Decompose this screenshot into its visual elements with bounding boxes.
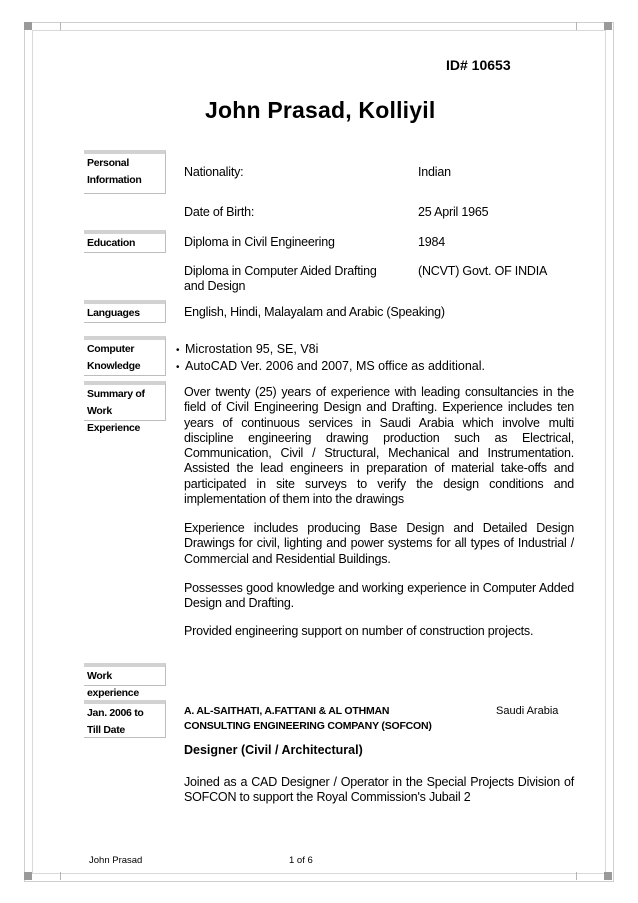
label-line: Work Experience [87,405,141,434]
label-line: Computer [87,343,135,355]
label-line: Jan. 2006 to [87,707,144,719]
nationality-label: Nationality: [184,165,244,179]
dob-label: Date of Birth: [184,205,255,219]
label-line: Summary of [87,388,145,400]
education-course [184,264,377,294]
education-course: Diploma in Civil Engineering [184,235,335,249]
education-course-line: and Design [184,279,246,293]
section-label-personal: Personal Information [84,150,166,194]
footer-name: John Prasad [89,855,143,866]
document-id: ID# 10653 [446,57,511,73]
nationality-value: Indian [418,165,451,179]
summary-paragraph: Over twenty (25) years of experience with leading consultancies in the field of Civil Engineering Design and Drafting. Experience includes ten years of continuous services in Saudi Arabia which involve multi discipline engineering drawing production such as Electrical, Communication, Civil / Structural, Mechanical and Instrumentation. Assisted the lead engineers in preparation of material take-offs and participated in site surveys to verify the design conditions and implementation of them into the drawings [184,385,574,507]
frame-tick [60,872,61,880]
dob-value: 25 April 1965 [418,205,489,219]
job-role: Designer (Civil / Architectural) [184,743,363,757]
corner-mark-bottom-left [24,872,32,880]
list-item: • Microstation 95, SE, V8i [176,342,485,359]
work-period [84,700,166,738]
frame-tick [60,22,61,30]
section-label-computer [84,336,166,376]
company-name [184,704,432,734]
job-description: Joined as a CAD Designer / Operator in the Special Projects Division of SOFCON to support the Royal Commission's Jubail 2 [184,775,574,805]
education-course-line: Diploma in Computer Aided Drafting [184,264,377,278]
label-line: Till Date [87,724,125,736]
company-location: Saudi Arabia [496,705,559,717]
frame-tick [576,22,577,30]
summary-paragraph: Experience includes producing Base Design and Detailed Design Drawings for civil, lighting and power systems for all types of Industrial / Commercial and Residential Buildings. [184,521,574,566]
footer-page-number: 1 of 6 [289,855,313,866]
company-line: A. AL-SAITHATI, A.FATTANI & AL OTHMAN [184,705,390,717]
summary-paragraph: Possesses good knowledge and working experience in Computer Added Design and Drafting. [184,581,574,611]
summary-paragraph: Provided engineering support on number of construction projects. [184,624,534,638]
list-item: • AutoCAD Ver. 2006 and 2007, MS office as additional. [176,359,485,376]
section-label-summary [84,381,166,434]
section-label-education: Education [84,230,166,253]
section-label-languages: Languages [84,300,166,323]
corner-mark-bottom-right [604,872,612,880]
company-line: CONSULTING ENGINEERING COMPANY (SOFCON) [184,720,432,732]
computer-skills-list [176,342,485,375]
frame-tick [576,872,577,880]
education-detail: (NCVT) Govt. OF INDIA [418,264,548,278]
label-line: Knowledge [87,360,141,372]
languages-text: English, Hindi, Malayalam and Arabic (Speaking) [184,305,445,319]
corner-mark-top-left [24,22,32,30]
corner-mark-top-right [604,22,612,30]
education-detail: 1984 [418,235,446,249]
section-label-work: Work experience [84,663,166,686]
page-title: John Prasad, Kolliyil [205,97,436,123]
